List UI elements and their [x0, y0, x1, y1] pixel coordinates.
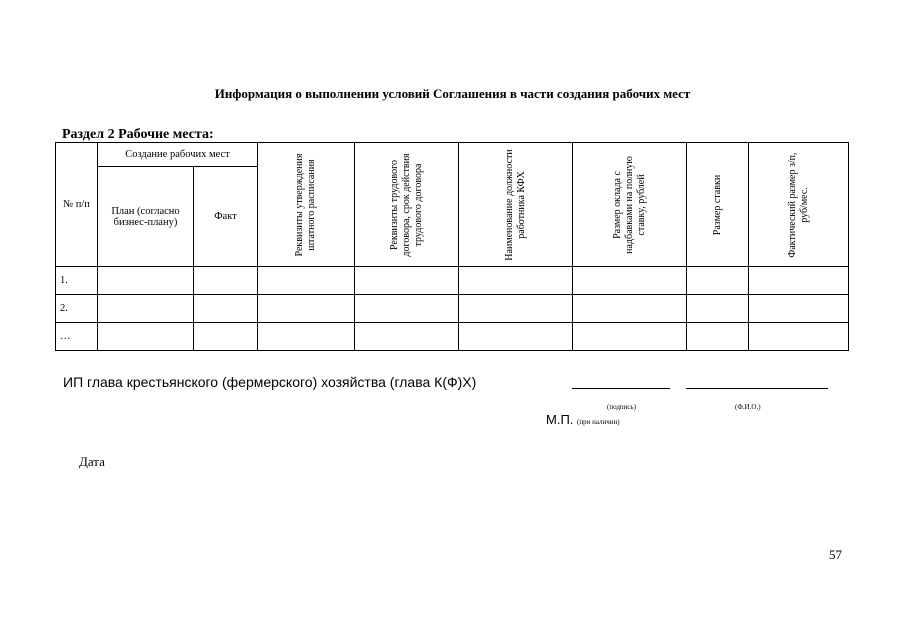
header-oklad: Размер оклада с надбавками на полную ставку, рублей: [573, 143, 687, 267]
header-plan: План (согласно бизнес-плану): [98, 167, 194, 267]
table-row: [56, 323, 849, 351]
header-fact: Факт: [194, 167, 258, 267]
page-number: 57: [829, 547, 842, 562]
date-label: Дата: [79, 454, 105, 469]
signer-label: ИП глава крестьянского (фермерского) хозяйства (глава К(Ф)Х): [63, 374, 477, 390]
mp-note: (при наличии): [577, 418, 620, 426]
section-title: Раздел 2 Рабочие места:: [62, 127, 214, 142]
table-row: [56, 267, 849, 295]
header-rekvizity-dogovor: Реквизиты трудового договора, срок действия трудового договора: [355, 143, 459, 267]
header-stavka: Размер ставки: [687, 143, 749, 267]
stamp-placeholder: [546, 412, 620, 427]
signature-caption: (подпись): [607, 403, 637, 411]
row-number: 2.: [56, 295, 98, 323]
row-number: …: [56, 323, 98, 351]
signature-line: [572, 388, 670, 389]
page-title: Информация о выполнении условий Соглашения в части создания рабочих мест: [214, 86, 691, 101]
row-number: 1.: [56, 267, 98, 295]
header-rekvizity-shtat: Реквизиты утверждения штатного расписания: [258, 143, 355, 267]
header-num: № п/п: [56, 143, 98, 267]
fio-caption: (Ф.И.О.): [735, 403, 761, 411]
fio-line: [686, 388, 828, 389]
mp-label: М.П.: [546, 412, 574, 427]
header-dolzhnost: Наименование должности работника КФХ: [459, 143, 573, 267]
jobs-table: [55, 142, 849, 351]
table-row: [56, 295, 849, 323]
header-fakt-razmer: Фактический размер з/п, руб/мес.: [749, 143, 849, 267]
header-group-creation: Создание рабочих мест: [98, 143, 258, 167]
